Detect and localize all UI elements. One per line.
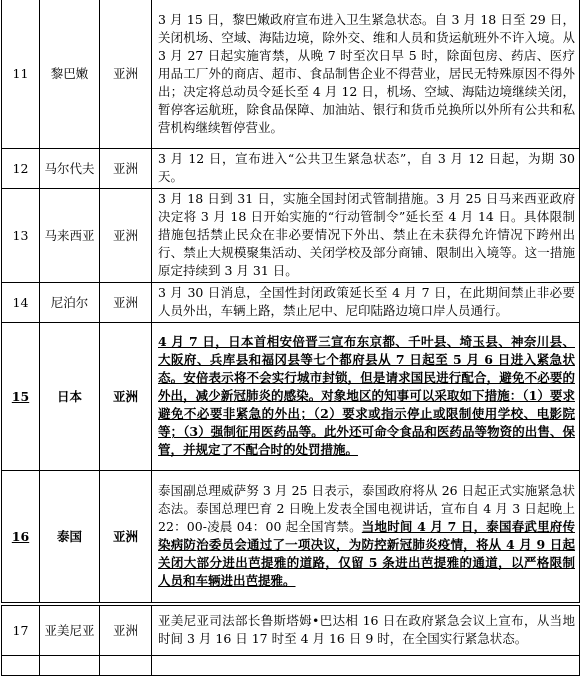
measure-description — [152, 656, 580, 676]
region-name: 亚洲 — [100, 283, 152, 323]
measure-description: 3 月 30 日消息，全国性封闭政策延长至 4 月 7 日，在此期间禁止非必要人员外出，车辆上路，禁止尼中、尼印陆路边境口岸人员通行。 — [152, 283, 580, 323]
row-number — [2, 471, 40, 603]
region-name: 亚洲 — [100, 189, 152, 283]
region-name: 亚洲 — [100, 606, 152, 656]
measure-description: 亚美尼亚司法部长鲁斯塔姆•巴达相 16 日在政府紧急会议上宣布，从当地时间 3 月 16 日 17 时至 4 月 16 日 9 时，在全国实行紧急状态。 — [152, 606, 580, 656]
country-name: 泰国 — [40, 471, 100, 603]
row-number: 11 — [2, 0, 40, 149]
region-name: 亚洲 — [100, 471, 152, 603]
country-name: 黎巴嫩 — [40, 0, 100, 149]
measure-description: 3 月 18 日到 31 日，实施全国封闭式管制措施。3 月 25 日马来西亚政府决定将 3 月 18 日开始实施的“行动管制令”延长至 4 月 14 日。具体限制措施包括禁止民众在非必要情况下外出、禁止在未获得允许情况下跨州出行、禁止大规模聚集活动、关闭学校及部分商铺、限制出入境等。这一措施原定持续到 3 月 31 日。 — [152, 189, 580, 283]
country-name: 尼泊尔 — [40, 283, 100, 323]
country-name: 亚美尼亚 — [40, 606, 100, 656]
table-row — [2, 656, 580, 676]
region-name: 亚洲 — [100, 323, 152, 471]
row-number-text: 16 — [11, 528, 30, 544]
measure-description: 3 月 12 日，宣布进入“公共卫生紧急状态”，自 3 月 12 日起，为期 30 天。 — [152, 149, 580, 189]
region-name: 亚洲 — [100, 0, 152, 149]
country-name: 马来西亚 — [40, 189, 100, 283]
table-row — [2, 0, 580, 149]
row-number — [2, 323, 40, 471]
table-row — [2, 283, 580, 323]
region-name: 亚洲 — [100, 149, 152, 189]
row-number: 14 — [2, 283, 40, 323]
row-number: 17 — [2, 606, 40, 656]
measures-table-top — [1, 0, 580, 603]
measure-description: 3 月 15 日，黎巴嫩政府宣布进入卫生紧急状态。自 3 月 18 日至 29 日，关闭机场、空域、海陆边境，除外交、维和人员和货运航班外不许入境。从 3 月 27 日起实施宵禁，从晚 7 时至次日早 5 时，除面包房、药店、医疗用品工厂外的商店、超市、食品制售企业不得营业，居民无特殊原因不得外出；决定将总动员令延长至 4 月 12 日，机场、空域、海陆边境继续关闭，暂停客运航班，除食品保障、加油站、银行和货币兑换所以外所有公共和私营机构继续暂停营业。 — [152, 0, 580, 149]
row-number — [2, 656, 40, 676]
highlighted-text: 当地时间 4 月 7 日，泰国春武里府传染病防治委员会通过了一项决议，为防控新冠肺炎疫情，将从 4 月 9 日起关闭大部分进出芭提雅的道路，仅留 5 条进出芭提雅的通道，以严格限制人员和车辆进出芭提雅。 — [158, 519, 575, 588]
table-row — [2, 323, 580, 471]
row-number: 12 — [2, 149, 40, 189]
measures-table-bottom — [1, 605, 580, 676]
country-name: 日本 — [40, 323, 100, 471]
highlighted-text: 4 月 7 日，日本首相安倍晋三宣布东京都、千叶县、埼玉县、神奈川县、大阪府、兵库县和福冈县等七个都府县从 7 日起至 5 月 6 日进入紧急状态。安倍表示将不会实行城市封锁，但是请求国民进行配合，避免不必要的外出，减少新冠肺炎的感染。对象地区的知事可以采取如下措施：（1）要求避免不必要非紧急的外出；（2）要求或指示停止或限制使用学校、电影院等；（3）强制征用医药品等。此外还可命令食品和医药品等物资的出售、保管，并规定了不配合时的处罚措施。 — [158, 334, 575, 457]
row-number: 13 — [2, 189, 40, 283]
country-name — [40, 656, 100, 676]
measure-description — [152, 323, 580, 471]
plain-text: 泰国副总理威萨努 3 月 25 日表示，泰国政府将从 26 日起正式实施紧急状态法。泰国总理巴育 2 日晚上发表全国电视讲话，宣布自 4 月 3 日起晚上 22：00-凌晨 04：00 起全国宵禁。 — [158, 483, 575, 534]
region-name — [100, 656, 152, 676]
table-row — [2, 606, 580, 656]
measure-description — [152, 471, 580, 603]
table-row — [2, 149, 580, 189]
table-row — [2, 189, 580, 283]
table-row — [2, 471, 580, 603]
row-number-text: 15 — [11, 388, 30, 404]
country-name: 马尔代夫 — [40, 149, 100, 189]
